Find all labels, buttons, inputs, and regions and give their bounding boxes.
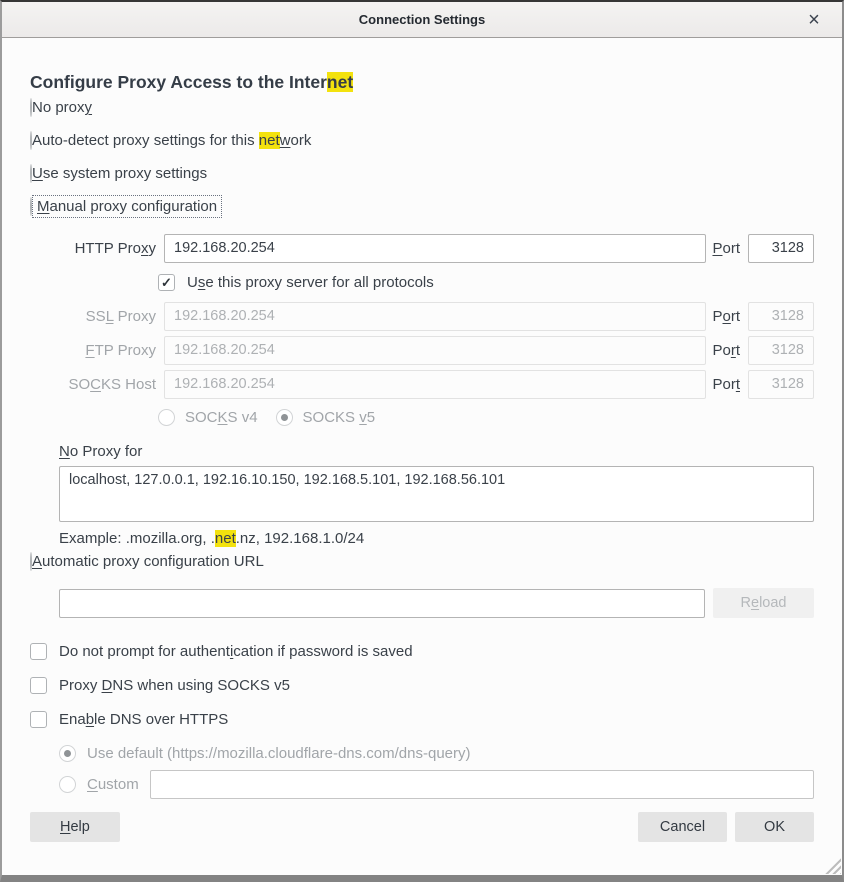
dialog-title: Connection Settings bbox=[358, 12, 486, 27]
radio-row-auto-detect[interactable] bbox=[30, 132, 814, 165]
proxy-dns-row[interactable] bbox=[30, 668, 814, 702]
no-proxy-example: Example: .mozilla.org, .net.nz, 192.168.1.0/24 bbox=[59, 530, 365, 547]
system-proxy-label: Use system proxy settings bbox=[32, 165, 208, 182]
socks-host-label: SOCKS Host bbox=[68, 375, 156, 393]
no-prompt-row[interactable] bbox=[30, 634, 814, 668]
ssl-proxy-row bbox=[30, 299, 814, 333]
system-proxy-radio[interactable] bbox=[30, 164, 32, 183]
radio-row-system-proxy[interactable] bbox=[30, 165, 814, 198]
reload-button: Reload bbox=[713, 588, 814, 618]
socks-version-row bbox=[158, 401, 814, 434]
ssl-proxy-input bbox=[164, 302, 706, 331]
doh-default-label: Use default (https://mozilla.cloudflare-dns.com/dns-query) bbox=[87, 744, 471, 762]
http-proxy-label: HTTP Proxy bbox=[74, 239, 156, 257]
ok-button[interactable]: OK bbox=[735, 812, 814, 842]
all-protocols-row[interactable] bbox=[158, 265, 814, 299]
doh-custom-input bbox=[150, 770, 814, 799]
find-highlight: net bbox=[214, 530, 236, 547]
page-title bbox=[30, 72, 814, 93]
focus-outline bbox=[32, 195, 222, 218]
doh-label: Enable DNS over HTTPS bbox=[59, 710, 229, 728]
doh-row[interactable] bbox=[30, 702, 814, 736]
no-proxy-label: No proxy bbox=[32, 99, 93, 116]
doh-checkbox[interactable] bbox=[30, 711, 47, 728]
socks-v5-radio bbox=[276, 409, 293, 426]
ftp-port-label: Port bbox=[712, 341, 740, 359]
ssl-proxy-label: SSL Proxy bbox=[85, 307, 156, 325]
doh-custom-row bbox=[59, 768, 814, 800]
socks-v5-label: SOCKS v5 bbox=[302, 409, 376, 426]
ssl-port-input bbox=[748, 302, 814, 331]
ssl-port-label: Port bbox=[712, 307, 740, 325]
ftp-proxy-row bbox=[30, 333, 814, 367]
doh-custom-radio bbox=[59, 776, 76, 793]
action-buttons bbox=[638, 812, 814, 842]
find-highlight: net bbox=[326, 72, 354, 92]
options-block bbox=[30, 634, 814, 736]
no-proxy-for-label: No Proxy for bbox=[59, 443, 143, 460]
http-port-label: Port bbox=[712, 239, 740, 257]
socks-port-label: Port bbox=[712, 375, 740, 393]
auto-detect-label: Auto-detect proxy settings for this network bbox=[32, 132, 312, 149]
radio-row-no-proxy[interactable] bbox=[30, 99, 814, 132]
auto-detect-radio[interactable] bbox=[30, 131, 32, 150]
doh-default-radio bbox=[59, 745, 76, 762]
auto-url-radio[interactable] bbox=[30, 552, 32, 571]
auto-url-row bbox=[30, 588, 814, 618]
socks-v4-radio bbox=[158, 409, 175, 426]
socks-host-input bbox=[164, 370, 706, 399]
radio-row-auto-url[interactable] bbox=[30, 553, 814, 586]
http-proxy-input[interactable] bbox=[164, 234, 706, 263]
heading-text: Configure Proxy Access to the Inter bbox=[30, 72, 327, 92]
socks-v4-label: SOCKS v4 bbox=[185, 409, 258, 426]
auto-url-input[interactable] bbox=[59, 589, 705, 618]
http-port-input[interactable] bbox=[748, 234, 814, 263]
no-prompt-label: Do not prompt for authentication if password is saved bbox=[59, 642, 413, 660]
socks-host-row bbox=[30, 367, 814, 401]
doh-custom-label: Custom bbox=[87, 775, 139, 793]
socks-port-input bbox=[748, 370, 814, 399]
auto-url-label: Automatic proxy configuration URL bbox=[32, 553, 264, 570]
help-button[interactable]: Help bbox=[30, 812, 120, 842]
all-protocols-checkbox[interactable] bbox=[158, 274, 175, 291]
doh-default-row bbox=[59, 738, 814, 768]
dialog-body bbox=[2, 38, 842, 875]
no-proxy-for-textarea[interactable] bbox=[59, 466, 814, 522]
checkmark-icon: ✓ bbox=[161, 274, 172, 290]
manual-proxy-label: Manual proxy configuration bbox=[37, 198, 218, 215]
no-proxy-for-label-row bbox=[59, 434, 814, 464]
ftp-port-input bbox=[748, 336, 814, 365]
titlebar[interactable] bbox=[2, 2, 842, 38]
http-proxy-row bbox=[30, 231, 814, 265]
proxy-dns-label: Proxy DNS when using SOCKS v5 bbox=[59, 676, 290, 694]
close-icon[interactable]: × bbox=[796, 2, 832, 38]
ftp-proxy-label: FTP Proxy bbox=[85, 341, 156, 359]
manual-proxy-radio[interactable] bbox=[30, 197, 32, 216]
cancel-button[interactable]: Cancel bbox=[638, 812, 727, 842]
proxy-dns-checkbox[interactable] bbox=[30, 677, 47, 694]
all-protocols-label: Use this proxy server for all protocols bbox=[187, 273, 434, 291]
no-proxy-radio[interactable] bbox=[30, 98, 32, 117]
find-highlight: net bbox=[258, 132, 280, 149]
radio-row-manual-proxy[interactable] bbox=[30, 198, 814, 231]
ftp-proxy-input bbox=[164, 336, 706, 365]
no-prompt-checkbox[interactable] bbox=[30, 643, 47, 660]
button-bar bbox=[30, 812, 814, 842]
